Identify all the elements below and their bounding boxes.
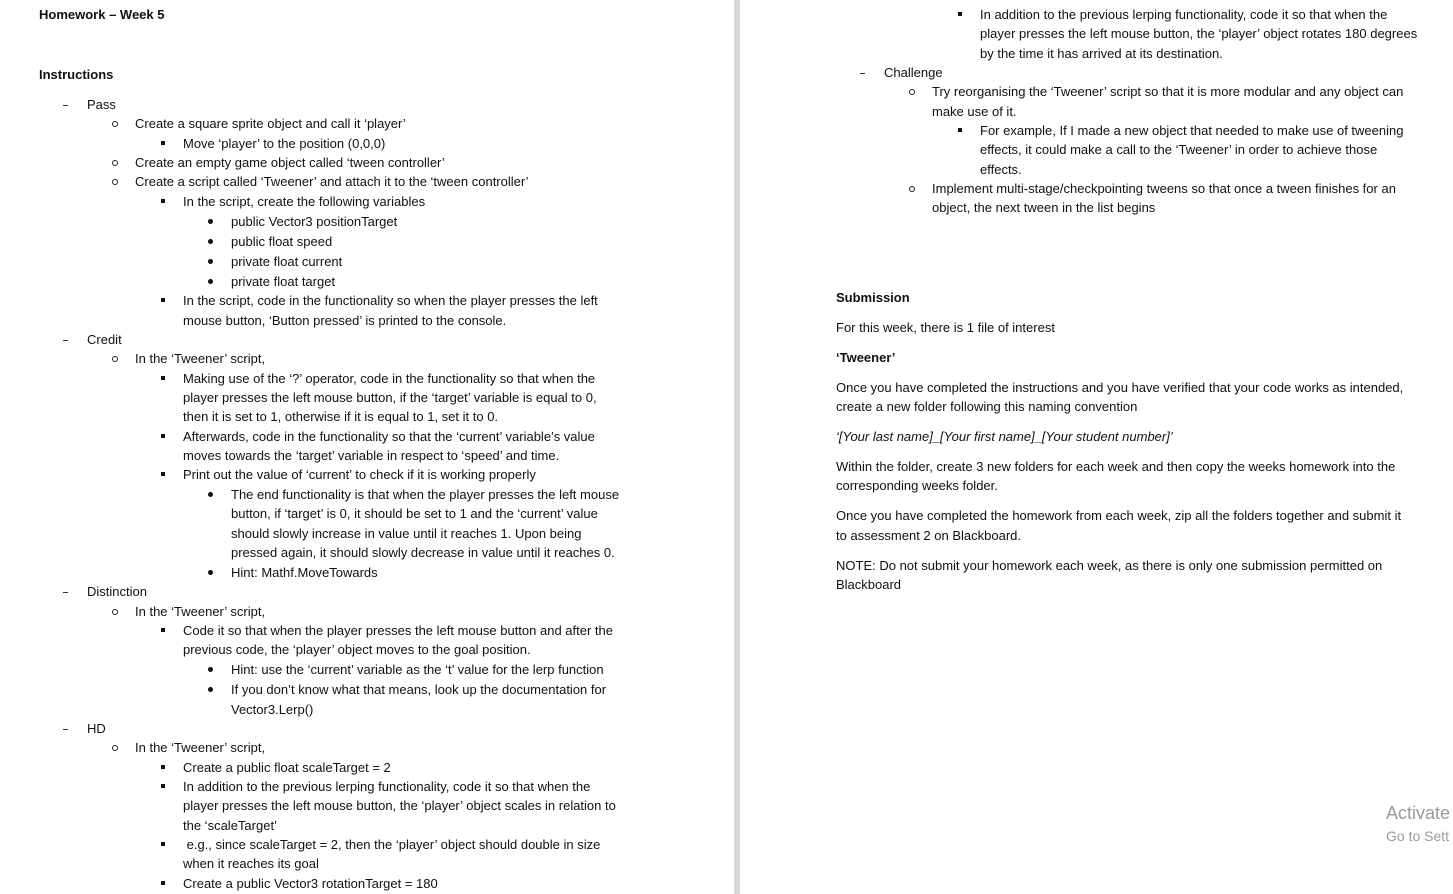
list-item: Create a public float scaleTarget = 2	[183, 760, 391, 775]
list-item-continuation: object, the next tween in the list begins	[932, 200, 1156, 215]
square-bullet	[161, 141, 165, 145]
activation-watermark-title: Activate	[1386, 803, 1451, 823]
hd-label: HD	[87, 721, 106, 736]
paragraph: Within the folder, create 3 new folders for each week and then copy the weeks homework into the	[836, 459, 1396, 474]
list-item-continuation: mouse button, ‘Button pressed’ is printed to the console.	[183, 313, 507, 328]
list-item: private float current	[231, 254, 343, 269]
list-item: In the script, create the following variables	[183, 194, 426, 209]
square-bullet	[958, 12, 962, 16]
dot-bullet	[208, 279, 213, 284]
square-bullet	[161, 376, 165, 380]
paragraph: Once you have completed the homework from each week, zip all the folders together and submit it	[836, 508, 1402, 523]
list-item: In the ‘Tweener’ script,	[135, 604, 266, 619]
list-item: Code it so that when the player presses the left mouse button and after the	[183, 623, 613, 638]
circle-bullet	[112, 356, 118, 362]
circle-bullet	[112, 609, 118, 615]
list-item-continuation: Vector3.Lerp()	[231, 702, 314, 717]
list-item: In the ‘Tweener’ script,	[135, 740, 266, 755]
list-item-continuation: previous code, the ‘player’ object moves to the goal position.	[183, 642, 531, 657]
circle-bullet	[112, 160, 118, 166]
list-item: Create an empty game object called ‘tween controller’	[135, 155, 445, 170]
square-bullet	[161, 881, 165, 885]
list-item: If you don’t know what that means, look up the documentation for	[231, 682, 607, 697]
circle-bullet	[112, 745, 118, 751]
circle-bullet	[909, 89, 915, 95]
paragraph: NOTE: Do not submit your homework each week, as there is only one submission permitted on	[836, 558, 1383, 573]
list-item: Afterwards, code in the functionality so that the ‘current’ variable’s value	[183, 429, 595, 444]
credit-label: Credit	[87, 332, 122, 347]
dash-bullet	[63, 105, 68, 106]
list-item: Hint: use the ‘current’ variable as the ‘t’ value for the lerp function	[231, 662, 604, 677]
instructions-heading: Instructions	[39, 67, 114, 82]
list-item-continuation: moves towards the ‘target’ variable in respect to ‘speed’ and time.	[183, 448, 560, 463]
list-item-continuation: player presses the left mouse button, the ‘player’ object rotates 180 degrees	[980, 26, 1418, 41]
list-item-continuation: when it reaches its goal	[183, 856, 319, 871]
circle-bullet	[112, 121, 118, 127]
paragraph: For this week, there is 1 file of interest	[836, 320, 1055, 335]
dot-bullet	[208, 219, 213, 224]
list-item-continuation: by the time it has arrived at its destination.	[980, 46, 1223, 61]
list-item-continuation: effects, it could make a call to the ‘Tweener’ in order to achieve those	[980, 142, 1378, 157]
list-item: In the ‘Tweener’ script,	[135, 351, 266, 366]
list-item: private float target	[231, 274, 336, 289]
dot-bullet	[208, 492, 213, 497]
list-item-continuation: should slowly increase in value until it reaches 1. Upon being	[231, 526, 582, 541]
dot-bullet	[208, 687, 213, 692]
list-item-continuation: button, if ‘target’ is 0, it should be set to 1 and the ‘current’ value	[231, 506, 598, 521]
list-item-continuation: the ‘scaleTarget’	[183, 818, 277, 833]
list-item: Making use of the ‘?’ operator, code in the functionality so that when the	[183, 371, 596, 386]
paragraph-continuation: to assessment 2 on Blackboard.	[836, 528, 1021, 543]
list-item: Implement multi-stage/checkpointing tweens so that once a tween finishes for an	[932, 181, 1396, 196]
square-bullet	[161, 628, 165, 632]
list-item-continuation: player presses the left mouse button, the ‘player’ object scales in relation to	[183, 798, 616, 813]
list-item: public float speed	[231, 234, 333, 249]
naming-convention: ‘[Your last name]_[Your first name]_[Your student number]’	[836, 429, 1173, 444]
list-item-continuation: player presses the left mouse button, if the ‘target’ variable is equal to 0,	[183, 390, 597, 405]
paragraph-continuation: corresponding weeks folder.	[836, 478, 998, 493]
square-bullet	[161, 765, 165, 769]
dot-bullet	[208, 570, 213, 575]
dash-bullet	[63, 340, 68, 341]
square-bullet	[161, 784, 165, 788]
list-item-continuation: then it is set to 1, otherwise if it is equal to 1, set it to 0.	[183, 409, 499, 424]
list-item: Create a script called ‘Tweener’ and attach it to the ‘tween controller’	[135, 174, 529, 189]
dot-bullet	[208, 667, 213, 672]
list-item: Create a public Vector3 rotationTarget = 180	[183, 876, 438, 891]
square-bullet	[161, 434, 165, 438]
square-bullet	[161, 472, 165, 476]
paragraph-continuation: create a new folder following this naming convention	[836, 399, 1138, 414]
list-item: public Vector3 positionTarget	[231, 214, 398, 229]
list-item: Move ‘player’ to the position (0,0,0)	[183, 136, 386, 151]
list-item: Create a square sprite object and call it ‘player’	[135, 116, 406, 131]
distinction-label: Distinction	[87, 584, 147, 599]
dot-bullet	[208, 239, 213, 244]
list-item: In addition to the previous lerping functionality, code it so that when the	[183, 779, 591, 794]
list-item-continuation: pressed again, it should slowly decrease in value until it reaches 0.	[231, 545, 615, 560]
list-item: Try reorganising the ‘Tweener’ script so that it is more modular and any object can	[932, 84, 1404, 99]
list-item-continuation: make use of it.	[932, 104, 1017, 119]
paragraph: Once you have completed the instructions and you have verified that your code works as intended,	[836, 380, 1404, 395]
circle-bullet	[112, 179, 118, 185]
square-bullet	[958, 128, 962, 132]
submission-heading: Submission	[836, 290, 910, 305]
square-bullet	[161, 842, 165, 846]
challenge-label: Challenge	[884, 65, 943, 80]
list-item: Print out the value of ‘current’ to check if it is working properly	[183, 467, 536, 482]
pass-label: Pass	[87, 97, 116, 112]
dot-bullet	[208, 259, 213, 264]
list-item: e.g., since scaleTarget = 2, then the ‘player’ object should double in size	[183, 837, 601, 852]
square-bullet	[161, 298, 165, 302]
paragraph-continuation: Blackboard	[836, 577, 902, 592]
list-item: In addition to the previous lerping functionality, code it so that when the	[980, 7, 1388, 22]
dash-bullet	[63, 729, 68, 730]
list-item: For example, If I made a new object that needed to make use of tweening	[980, 123, 1404, 138]
activation-watermark-link[interactable]: Go to Sett	[1386, 828, 1450, 844]
circle-bullet	[909, 186, 915, 192]
list-item-continuation: effects.	[980, 162, 1022, 177]
list-item: The end functionality is that when the player presses the left mouse	[231, 487, 620, 502]
list-item: Hint: Mathf.MoveTowards	[231, 565, 378, 580]
dash-bullet	[860, 73, 865, 74]
document-page-right	[740, 0, 1453, 894]
list-item: In the script, code in the functionality so when the player presses the left	[183, 293, 598, 308]
dash-bullet	[63, 592, 68, 593]
document-title: Homework – Week 5	[39, 7, 165, 22]
square-bullet	[161, 199, 165, 203]
file-name: ‘Tweener’	[836, 350, 896, 365]
